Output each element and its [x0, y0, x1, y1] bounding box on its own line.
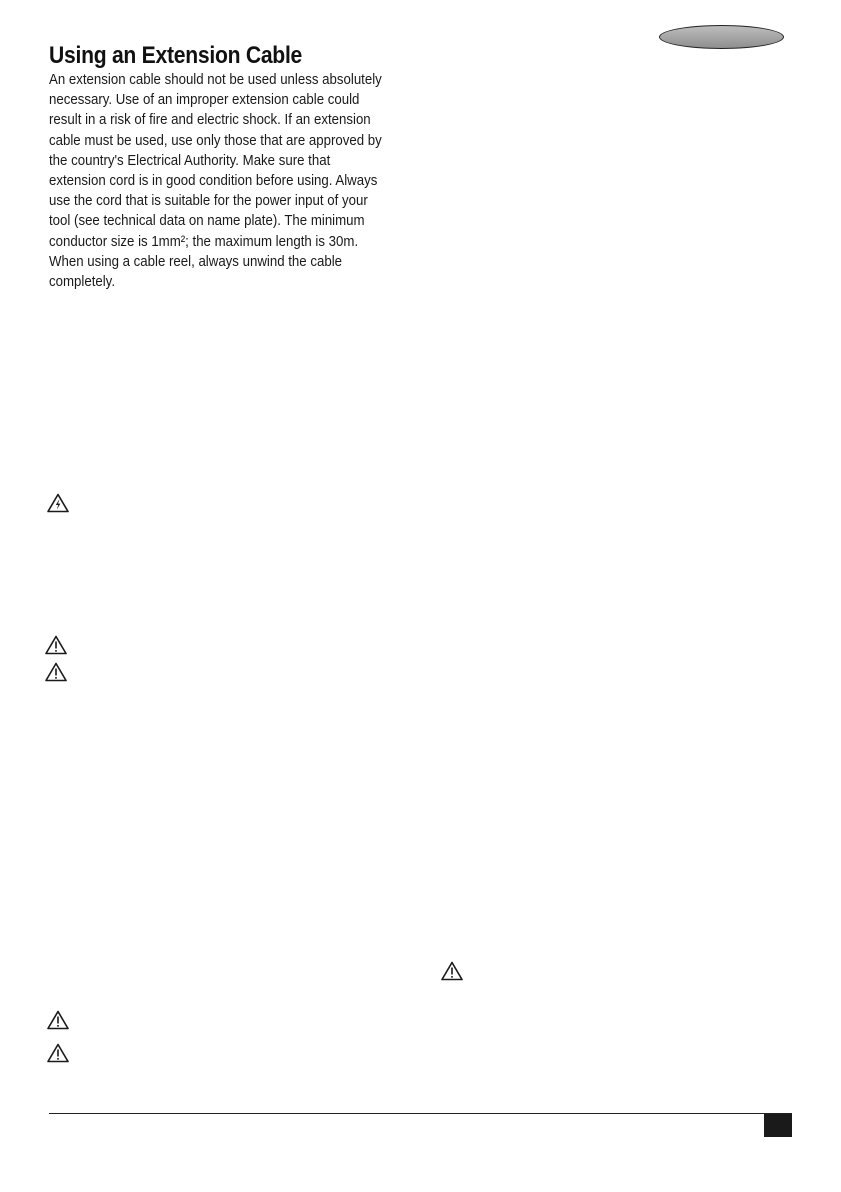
extension-cable-paragraph — [49, 70, 389, 292]
warning-triangle-icon — [47, 1010, 69, 1030]
warning-triangle-icon — [45, 635, 67, 655]
paragraph-line: use the cord that is suitable for the power input of your — [49, 192, 368, 210]
warning-triangle-icon — [441, 961, 463, 981]
paragraph-line: result in a risk of fire and electric shock. If an extension — [49, 111, 371, 129]
paragraph-line: tool (see technical data on name plate). The minimum — [49, 212, 365, 230]
warning-triangle-icon — [47, 1043, 69, 1063]
paragraph-line: When using a cable reel, always unwind the cable — [49, 252, 343, 270]
paragraph-line: the country's Electrical Authority. Make sure that — [49, 151, 331, 169]
paragraph-line: cable must be used, use only those that are approved by — [49, 131, 382, 149]
electric-shock-warning-icon — [47, 493, 69, 513]
language-badge — [659, 25, 784, 49]
warning-triangle-icon — [45, 662, 67, 682]
paragraph-line: necessary. Use of an improper extension cable could — [49, 91, 360, 109]
page-number-box — [764, 1114, 792, 1137]
paragraph-line: completely. — [49, 273, 115, 291]
section-heading: Using an Extension Cable — [49, 42, 303, 69]
footer-rule — [49, 1113, 792, 1114]
paragraph-line: conductor size is 1mm²; the maximum length is 30m. — [49, 232, 359, 250]
paragraph-line: extension cord is in good condition before using. Always — [49, 172, 378, 190]
paragraph-line: An extension cable should not be used unless absolutely — [49, 71, 382, 88]
